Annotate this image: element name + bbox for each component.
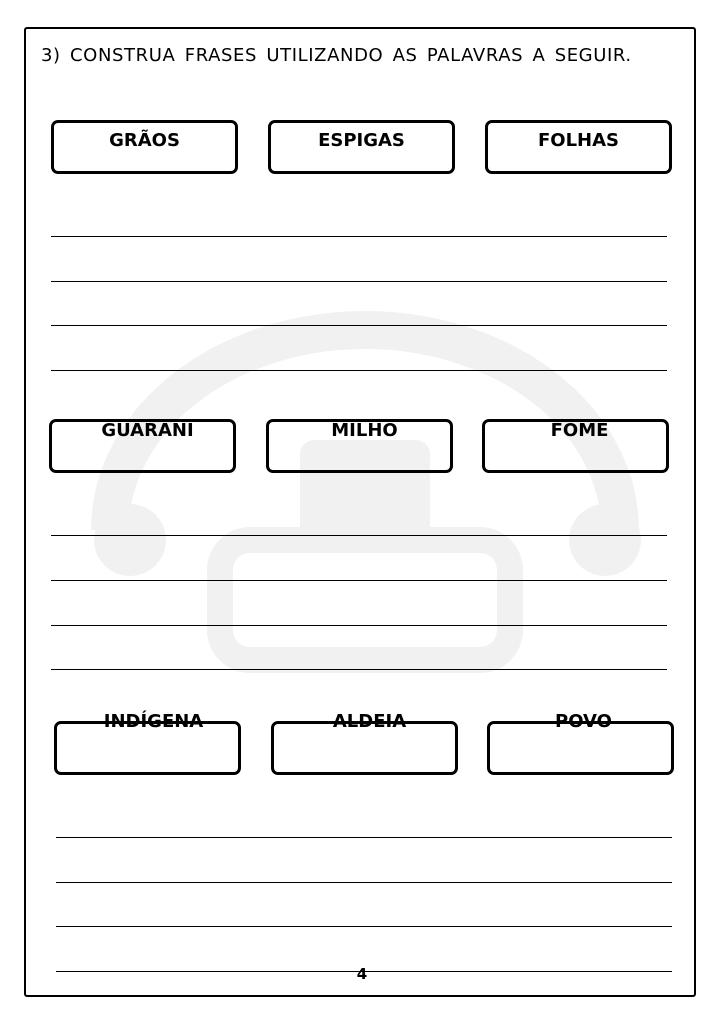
writing-line[interactable] [51, 281, 667, 282]
word-label: ALDEIA [332, 711, 407, 732]
word-label: POVO [555, 711, 612, 732]
writing-line[interactable] [51, 325, 667, 326]
question-number: 3) [41, 45, 61, 66]
word-label: ESPIGAS [318, 130, 405, 151]
writing-line[interactable] [56, 837, 672, 838]
question-prompt: CONSTRUA FRASES UTILIZANDO AS PALAVRAS A SEGUIR. [70, 45, 632, 66]
word-label: GRÃOS [109, 130, 180, 151]
writing-line[interactable] [51, 580, 667, 581]
word-label: INDÍGENA [103, 711, 204, 732]
word-label: FOLHAS [537, 130, 620, 151]
word-label: FOME [550, 420, 609, 441]
writing-line[interactable] [51, 236, 667, 237]
writing-line[interactable] [56, 882, 672, 883]
writing-line[interactable] [51, 669, 667, 670]
word-label: MILHO [331, 420, 398, 441]
page-number: 4 [356, 965, 368, 983]
writing-line[interactable] [51, 535, 667, 536]
instruction-text [41, 45, 632, 66]
writing-line[interactable] [51, 370, 667, 371]
word-label: GUARANI [101, 420, 194, 441]
writing-line[interactable] [56, 926, 672, 927]
writing-line[interactable] [51, 625, 667, 626]
